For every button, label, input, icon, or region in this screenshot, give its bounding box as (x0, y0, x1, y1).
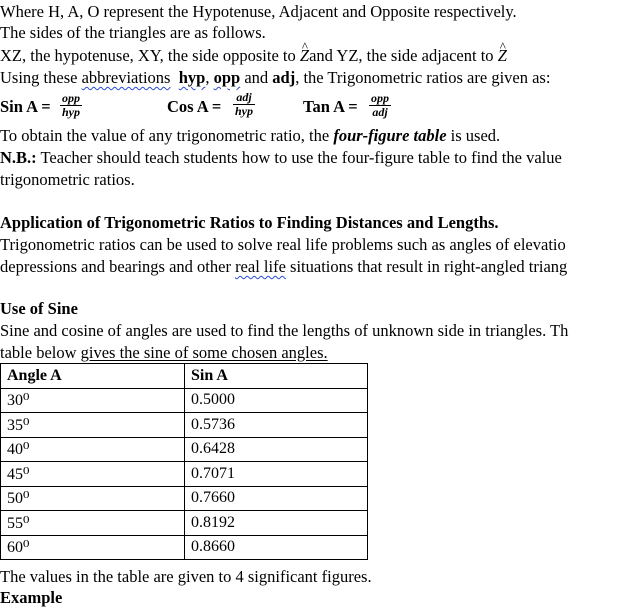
table-note: The values in the table are given to 4 significant figures. (0, 567, 372, 586)
nb-line-2: trigonometric ratios. (0, 170, 135, 189)
sine-text-2 (0, 343, 328, 363)
tan-denominator: adj (372, 105, 388, 119)
intro-line-3 (0, 46, 507, 66)
sine-cell: 0.7071 (185, 462, 368, 487)
angle-z-hat-2: ^ Z (498, 46, 507, 65)
sine-cell: 0.7660 (185, 486, 368, 511)
abbr-comma: , (205, 68, 214, 87)
sin-numerator: opp (62, 91, 80, 105)
sin-label: Sin A = (0, 97, 51, 116)
application-text-2-end: situations that result in right-angled triang (285, 257, 568, 276)
sin-fraction (60, 92, 82, 119)
sine-text-1: Sine and cosine of angles are used to find the lengths of unknown side in triangles. Th (0, 321, 569, 340)
cos-label: Cos A = (167, 97, 222, 116)
sine-table-header-row (1, 364, 368, 389)
tan-fraction (369, 92, 391, 119)
table-row (1, 535, 368, 560)
table-row (1, 511, 368, 536)
sine-cell: 0.8192 (185, 511, 368, 536)
angle-cell: 55⁰ (1, 511, 185, 536)
intro-line-3-mid: and YZ, the side adjacent to (309, 46, 498, 65)
cos-denominator: hyp (235, 104, 253, 118)
tan-label: Tan A = (303, 97, 358, 116)
angle-cell: 30⁰ (1, 388, 185, 413)
application-text-2 (0, 257, 567, 277)
header-angle: Angle A (1, 364, 185, 389)
sine-text-2-start: table below (0, 343, 81, 362)
four-figure-line (0, 126, 500, 146)
abbr-adj: adj (272, 68, 296, 87)
table-row (1, 437, 368, 462)
nb-label: N.B.: (0, 148, 37, 167)
cos-numerator: adj (233, 91, 255, 105)
table-row (1, 413, 368, 438)
table-row (1, 486, 368, 511)
tan-numerator: opp (371, 91, 389, 105)
abbr-opp: opp (213, 68, 241, 87)
abbreviations-word: abbreviations (81, 68, 171, 87)
angle-cell: 40⁰ (1, 437, 185, 462)
sine-heading: Use of Sine (0, 299, 78, 318)
sine-cell: 0.5736 (185, 413, 368, 438)
sine-text-2-underlined: gives the sine of some chosen angles. (80, 343, 328, 362)
example-heading: Example (0, 588, 63, 607)
intro-line-4 (0, 68, 550, 88)
intro-line-2: The sides of the triangles are as follows. (0, 23, 266, 42)
real-life-word: real life (235, 257, 286, 276)
four-figure-table-emph: four-figure table (333, 126, 447, 145)
sine-cell: 0.8660 (185, 535, 368, 560)
angle-z-hat-1: ^ Z (300, 46, 309, 65)
application-text-2-start: depressions and bearings and other (0, 257, 236, 276)
table-row (1, 388, 368, 413)
cos-fraction (233, 91, 255, 118)
angle-cell: 35⁰ (1, 413, 185, 438)
sine-table (0, 363, 368, 560)
intro-line-4-start: Using these (0, 68, 82, 87)
application-heading: Application of Trigonometric Ratios to Finding Distances and Lengths. (0, 213, 499, 232)
intro-line-3-start: XZ, the hypotenuse, XY, the side opposite to (0, 46, 300, 65)
angle-cell: 60⁰ (1, 535, 185, 560)
nb-text: Teacher should teach students how to use the four-figure table to find the value (36, 148, 562, 167)
intro-line-4-end: , the Trigonometric ratios are given as: (295, 68, 551, 87)
sin-denominator: hyp (62, 105, 80, 119)
four-figure-start: To obtain the value of any trigonometric ratio, the (0, 126, 334, 145)
table-row (1, 462, 368, 487)
sine-cell: 0.6428 (185, 437, 368, 462)
angle-cell: 50⁰ (1, 486, 185, 511)
intro-line-1: Where H, A, O represent the Hypotenuse, Adjacent and Opposite respectively. (0, 2, 517, 21)
abbr-hyp: hyp (178, 68, 206, 87)
header-sin: Sin A (185, 364, 368, 389)
four-figure-end: is used. (446, 126, 501, 145)
nb-line (0, 148, 562, 168)
application-text-1: Trigonometric ratios can be used to solve real life problems such as angles of elevatio (0, 235, 566, 254)
abbr-and: and (240, 68, 273, 87)
angle-cell: 45⁰ (1, 462, 185, 487)
sine-cell: 0.5000 (185, 388, 368, 413)
